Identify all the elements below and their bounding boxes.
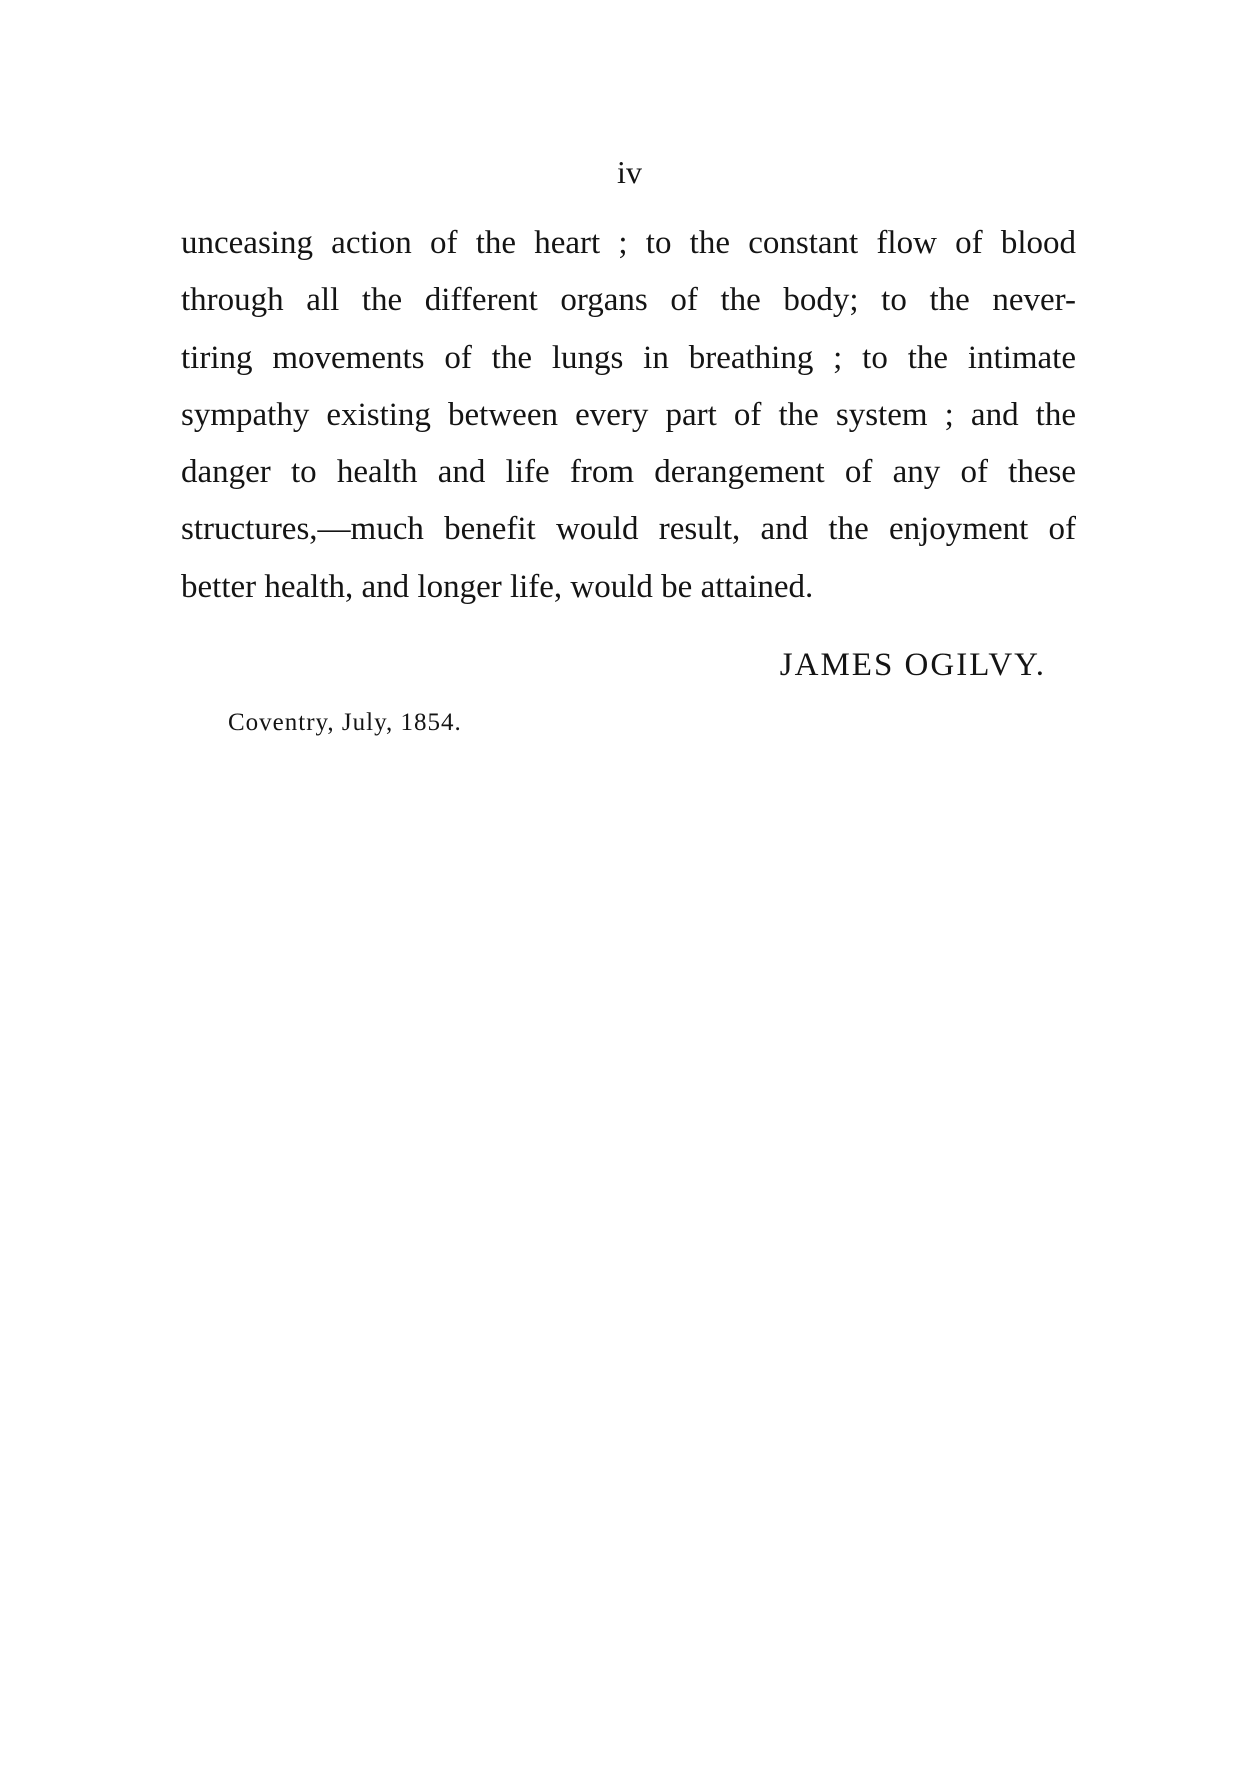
paragraph-line: structures,—much benefit would result, and the enjoyment of	[181, 511, 1076, 548]
paragraph-line: through all the different organs of the body; to the never-	[181, 282, 1076, 319]
paragraph-line: better health, and longer life, would be attained.	[181, 568, 814, 605]
author-signature: JAMES OGILVY.	[779, 647, 1046, 683]
place-date: Coventry, July, 1854.	[228, 709, 462, 736]
paragraph-line: sympathy existing between every part of the system ; and the	[181, 396, 1076, 433]
body-paragraph	[181, 222, 1076, 623]
paragraph-line: danger to health and life from derangement of any of these	[181, 454, 1076, 491]
page-number: iv	[617, 154, 642, 190]
paragraph-line: tiring movements of the lungs in breathing ; to the intimate	[181, 339, 1076, 376]
paragraph-line: unceasing action of the heart ; to the constant flow of blood	[181, 225, 1076, 261]
